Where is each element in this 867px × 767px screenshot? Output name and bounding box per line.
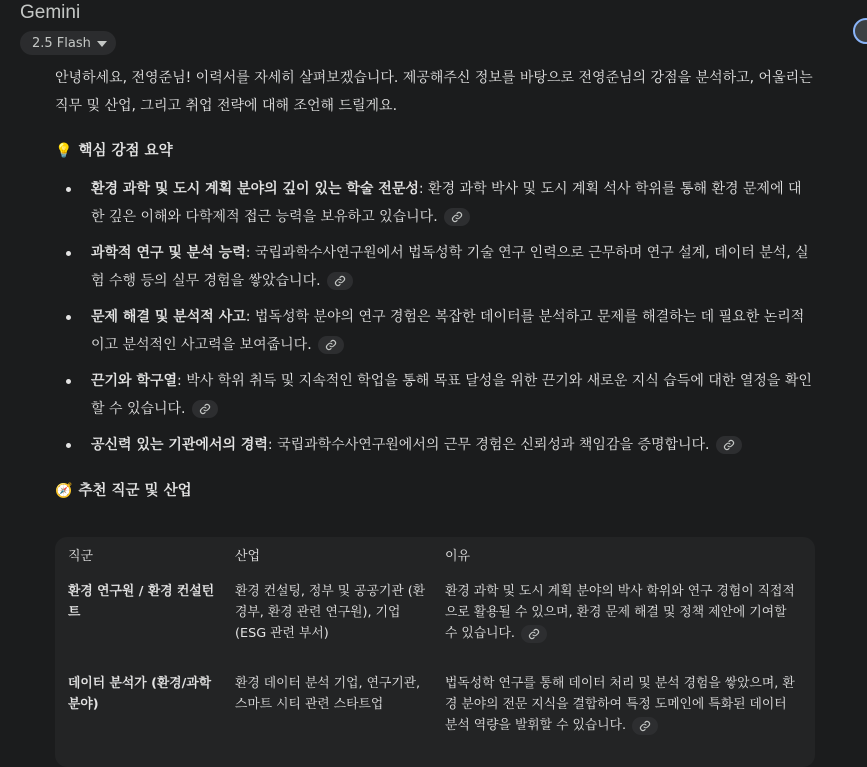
source-link-chip[interactable]	[318, 336, 344, 354]
link-icon	[199, 403, 211, 415]
link-icon	[334, 275, 346, 287]
model-label: 2.5 Flash	[32, 35, 91, 51]
strength-text: : 환경 과학 박사 및 도시 계획 석사 학위를 통해 환경 문제에 대한 깊은 이해와 다학제적 접근 능력을 보유하고 있습니다.	[91, 181, 802, 225]
strengths-heading	[55, 137, 815, 165]
reason-text: 환경 과학 및 도시 계획 분야의 박사 학위와 연구 경험이 직접적으로 활용될 수 있으며, 환경 문제 해결 및 정책 제안에 기여할 수 있습니다.	[445, 584, 795, 641]
source-link-chip[interactable]	[521, 625, 547, 643]
strengths-heading-text: 핵심 강점 요약	[78, 143, 173, 159]
link-icon	[325, 339, 337, 351]
link-icon	[723, 439, 735, 451]
strengths-list	[55, 175, 815, 459]
recommend-heading-text: 추천 직군 및 산업	[78, 483, 192, 499]
strength-title: 환경 과학 및 도시 계획 분야의 깊이 있는 학술 전문성	[91, 181, 419, 197]
response-body	[55, 64, 815, 515]
strength-item	[55, 431, 815, 459]
strength-item	[55, 175, 815, 231]
column-header: 직군	[68, 548, 94, 564]
source-link-chip[interactable]	[716, 436, 742, 454]
avatar[interactable]	[853, 18, 867, 44]
strength-text: : 박사 학위 취득 및 지속적인 학업을 통해 목표 달성을 위한 끈기와 새로운 지식 습득에 대한 열정을 확인할 수 있습니다.	[91, 373, 812, 417]
strength-title: 문제 해결 및 분석적 사고	[91, 309, 246, 325]
source-link-chip[interactable]	[327, 272, 353, 290]
reason-text: 법독성학 연구를 통해 데이터 처리 및 분석 경험을 쌓았으며, 환경 분야의 전문 지식을 결합하여 특정 도메인에 특화된 데이터 분석 역량을 발휘할 수 있습니다.	[445, 676, 795, 733]
intro-paragraph: 안녕하세요, 전영준님! 이력서를 자세히 살펴보겠습니다. 제공해주신 정보를 바탕으로 전영준님의 강점을 분석하고, 어울리는 직무 및 산업, 그리고 취업 전략에 대해 조언해 드릴게요.	[55, 70, 813, 114]
strength-title: 과학적 연구 및 분석 능력	[91, 245, 246, 261]
strength-item	[55, 367, 815, 423]
compass-icon: 🧭	[55, 483, 73, 499]
source-link-chip[interactable]	[632, 717, 658, 735]
industry-cell: 환경 컨설팅, 정부 및 공공기관 (환경부, 환경 관련 연구원), 기업 (ESG 관련 부서)	[235, 584, 426, 641]
lightbulb-icon: 💡	[55, 143, 73, 159]
source-link-chip[interactable]	[192, 400, 218, 418]
strength-text: : 법독성학 분야의 연구 경험은 복잡한 데이터를 분석하고 문제를 해결하는 데 필요한 논리적이고 분석적인 사고력을 보여줍니다.	[91, 309, 805, 353]
strength-text: : 국립과학수사연구원에서의 근무 경험은 신뢰성과 책임감을 증명합니다.	[267, 437, 710, 453]
strength-text: : 국립과학수사연구원에서 법독성학 기술 연구 인력으로 근무하며 연구 설계, 데이터 분석, 실험 수행 등의 실무 경험을 쌓았습니다.	[91, 245, 809, 289]
table-header	[55, 537, 815, 571]
strength-title: 끈기와 학구열	[91, 373, 178, 389]
industry-cell: 환경 데이터 분석 기업, 연구기관, 스마트 시티 관련 스타트업	[235, 676, 421, 712]
app-title: Gemini	[20, 2, 81, 23]
column-header: 산업	[235, 548, 261, 564]
chevron-down-icon	[97, 41, 107, 47]
strength-item	[55, 239, 815, 295]
reason-cell	[433, 673, 815, 736]
job-cell: 데이터 분석가 (환경/과학 분야)	[68, 676, 212, 712]
table-row	[55, 657, 815, 736]
job-cell: 환경 연구원 / 환경 컨설턴트	[68, 584, 215, 620]
strength-item	[55, 303, 815, 359]
source-link-chip[interactable]	[444, 208, 470, 226]
recommend-heading	[55, 477, 815, 505]
reason-cell	[433, 581, 815, 657]
link-icon	[451, 211, 463, 223]
link-icon	[639, 720, 651, 732]
link-icon	[528, 628, 540, 640]
recommend-table	[55, 537, 815, 767]
column-header: 이유	[445, 548, 471, 564]
table-row	[55, 571, 815, 657]
model-selector[interactable]	[20, 31, 116, 55]
strength-title: 공신력 있는 기관에서의 경력	[91, 437, 268, 453]
